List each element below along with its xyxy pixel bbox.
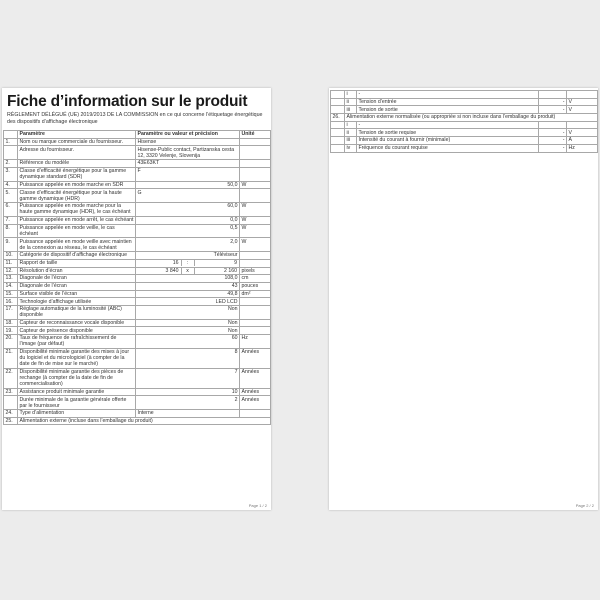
row-label: Tension d’entrée [357,98,539,106]
row-value: - [539,129,567,137]
table-row [4,189,271,203]
row-value [136,259,240,267]
table-row [4,335,271,349]
value-separator: x [181,268,195,274]
row-number: 22. [4,368,18,388]
row-number: 1. [4,138,18,146]
row-label: Intensité du courant à fournir (minimale) [357,137,539,145]
row-sub-index: ii [345,129,357,137]
row-number [331,121,345,129]
row-unit: Années [240,388,271,396]
row-unit: Années [240,396,271,410]
row-label: Assistance produit minimale garantie [18,388,136,396]
row-value: 7 [136,368,240,388]
row-value: 10 [136,388,240,396]
row-unit: W [240,181,271,189]
row-unit [240,298,271,306]
table-row [4,146,271,160]
row-unit [240,160,271,168]
table-row [331,121,598,129]
row-value: 43 [136,282,240,290]
row-sub-index: iii [345,137,357,145]
row-number: 16. [4,298,18,306]
row-value: 60 [136,335,240,349]
header-parameter: Paramètre [18,131,136,139]
table-row [4,224,271,238]
row-unit: V [567,106,598,114]
row-number: 14. [4,282,18,290]
table-row [4,410,271,418]
row-sub-index: i [345,91,357,99]
row-label: Disponibilité minimale garantie des mises à jour du logiciel et du micrologiciel (à compter de la date de fin de mise sur le marché) [18,348,136,368]
row-number: 15. [4,290,18,298]
row-unit: Années [240,368,271,388]
table-row [4,417,271,425]
row-unit: dm² [240,290,271,298]
table-row [4,216,271,224]
row-unit: Hz [567,144,598,152]
row-number: 9. [4,238,18,252]
row-label: Puissance appelée en mode marche pour la haute gamme dynamique (HDR), le cas échéant [18,203,136,217]
header-value: Paramètre ou valeur et précision [136,131,240,139]
row-unit: pouces [240,282,271,290]
row-number: 23. [4,388,18,396]
table-row [4,348,271,368]
row-number: 25. [4,417,18,425]
header-unit: Unité [240,131,271,139]
row-value: 0,0 [136,216,240,224]
row-value: G [136,189,240,203]
page-1 [2,88,271,510]
row-unit [240,189,271,203]
table-row [331,91,598,99]
row-number: 13. [4,275,18,283]
row-label: Puissance appelée en mode veille, le cas échéant [18,224,136,238]
row-label: Puissance appelée en mode veille avec maintien de la connexion au réseau, le cas échéant [18,238,136,252]
row-number [331,91,345,99]
row-unit: W [240,203,271,217]
row-label: - [357,91,539,99]
row-label: Tension de sortie requise [357,129,539,137]
row-number: 5. [4,189,18,203]
row-number: 19. [4,327,18,335]
table-row [4,138,271,146]
table-row [4,160,271,168]
value-part-a: 16 [172,259,179,266]
row-value: Interne [136,410,240,418]
row-number: 24. [4,410,18,418]
row-unit [240,167,271,181]
row-value [539,91,567,99]
row-value [539,121,567,129]
value-part-b: 9 [234,259,238,266]
row-label: Puissance appelée en mode marche en SDR [18,181,136,189]
table-row [4,167,271,181]
table-row [331,98,598,106]
table-row [4,275,271,283]
row-value: - [539,144,567,152]
row-sub-index: i [345,121,357,129]
row-value: Non [136,327,240,335]
row-value: Non [136,305,240,319]
row-label: Fréquence du courant requise [357,144,539,152]
row-value: 108,0 [136,275,240,283]
row-unit [240,319,271,327]
row-unit: V [567,98,598,106]
row-label: Catégorie de dispositif d’affichage électronique [18,252,136,260]
row-number [331,106,345,114]
row-value: - [539,137,567,145]
table-row [331,106,598,114]
row-sub-index: iv [345,144,357,152]
row-value: 50,0 [136,181,240,189]
row-unit: V [567,129,598,137]
row-number [4,396,18,410]
row-value: Hisense [136,138,240,146]
row-value: Téléviseur [136,252,240,260]
table-row [4,327,271,335]
row-value: 0,5 [136,224,240,238]
row-label: Tension de sortie [357,106,539,114]
row-number: 26. [331,114,345,122]
row-label: Rapport de taille [18,259,136,267]
row-number: 10. [4,252,18,260]
row-value: - [539,98,567,106]
table-row [4,290,271,298]
row-unit [240,146,271,160]
row-value: 60,0 [136,203,240,217]
row-label: - [357,121,539,129]
row-value: 49,8 [136,290,240,298]
row-unit: A [567,137,598,145]
row-number: 4. [4,181,18,189]
row-unit [240,305,271,319]
row-number: 21. [4,348,18,368]
row-number: 7. [4,216,18,224]
row-number: 17. [4,305,18,319]
row-unit [567,121,598,129]
row-label: Diagonale de l’écran [18,282,136,290]
row-label: Réglage automatique de la luminosité (ABC) disponible [18,305,136,319]
row-number: 3. [4,167,18,181]
table-row [4,259,271,267]
row-number [331,144,345,152]
page-footer: Page 1 / 2 [248,503,267,508]
table-row [4,388,271,396]
table-row [331,144,598,152]
table-row [4,305,271,319]
row-label: Nom ou marque commerciale du fournisseur. [18,138,136,146]
row-value: 2,0 [136,238,240,252]
page-footer: Page 2 / 2 [575,503,594,508]
row-number: 20. [4,335,18,349]
row-label: Disponibilité minimale garantie des pièces de rechange (à compter de la date de fin de commercialisation) [18,368,136,388]
row-value: F [136,167,240,181]
regulation-subtitle: RÈGLEMENT DÉLÉGUÉ (UE) 2019/2013 DE LA COMMISSION en ce qui concerne l’étiquetage énergétique des dispositifs d’affichage électronique [7,112,263,125]
row-sub-index: iii [345,106,357,114]
row-label: Capteur de reconnaissance vocale disponible [18,319,136,327]
row-unit [240,259,271,267]
row-number: 6. [4,203,18,217]
table-row [4,368,271,388]
row-value: Non [136,319,240,327]
row-value: Hisense-Public contact, Partizanska cesta 12, 3320 Velenje, Slovenija [136,146,240,160]
row-unit: pixels [240,267,271,275]
row-number: 18. [4,319,18,327]
row-unit: W [240,238,271,252]
row-number: 12. [4,267,18,275]
row-sub-index: ii [345,98,357,106]
row-unit [567,91,598,99]
row-label: Durée minimale de la garantie générale offerte par le fournisseur [18,396,136,410]
table-row [4,252,271,260]
row-label: Puissance appelée en mode arrêt, le cas échéant [18,216,136,224]
row-unit: W [240,216,271,224]
row-value: 8 [136,348,240,368]
row-label: Surface visible de l’écran [18,290,136,298]
row-label: Classe d’efficacité énergétique pour la gamme dynamique standard (SDR) [18,167,136,181]
row-value: 43E63KT [136,160,240,168]
product-info-table [3,130,271,425]
row-label: Alimentation externe (incluse dans l’emballage du produit) [18,417,271,425]
table-header-row [4,131,271,139]
row-value [136,267,240,275]
row-number: 11. [4,259,18,267]
row-label: Classe d’efficacité énergétique pour la haute gamme dynamique (HDR) [18,189,136,203]
value-part-b: 2 160 [224,267,238,274]
row-number [4,146,18,160]
table-row [331,114,598,122]
row-unit: Hz [240,335,271,349]
table-row [4,181,271,189]
table-row [4,267,271,275]
page-2 [329,88,598,510]
table-row [4,282,271,290]
table-row [4,396,271,410]
table-row [4,298,271,306]
row-label: Alimentation externe normalisée (ou appropriée si non incluse dans l’emballage du produit) [345,114,598,122]
row-value: LED LCD [136,298,240,306]
row-unit [240,327,271,335]
table-row [331,137,598,145]
table-row [4,319,271,327]
row-number: 8. [4,224,18,238]
page-title: Fiche d’information sur le produit [7,93,248,110]
row-value: - [539,106,567,114]
row-label: Capteur de présence disponible [18,327,136,335]
row-unit: cm [240,275,271,283]
row-number [331,137,345,145]
row-label: Adresse du fournisseur. [18,146,136,160]
table-row [4,238,271,252]
row-label: Taux de fréquence de rafraîchissement de l’image (par défaut) [18,335,136,349]
row-number [331,129,345,137]
row-unit [240,138,271,146]
table-row [331,129,598,137]
value-part-a: 3 840 [165,267,179,274]
value-separator: : [181,260,195,266]
table-row [4,203,271,217]
row-value: 2 [136,396,240,410]
row-unit: W [240,224,271,238]
row-label: Référence du modèle [18,160,136,168]
row-label: Résolution d’écran [18,267,136,275]
row-number [331,98,345,106]
external-power-table [330,90,598,153]
row-label: Diagonale de l’écran [18,275,136,283]
row-unit: Années [240,348,271,368]
row-number: 2. [4,160,18,168]
row-label: Type d’alimentation [18,410,136,418]
row-unit [240,410,271,418]
row-label: Technologie d’affichage utilisée [18,298,136,306]
row-unit [240,252,271,260]
